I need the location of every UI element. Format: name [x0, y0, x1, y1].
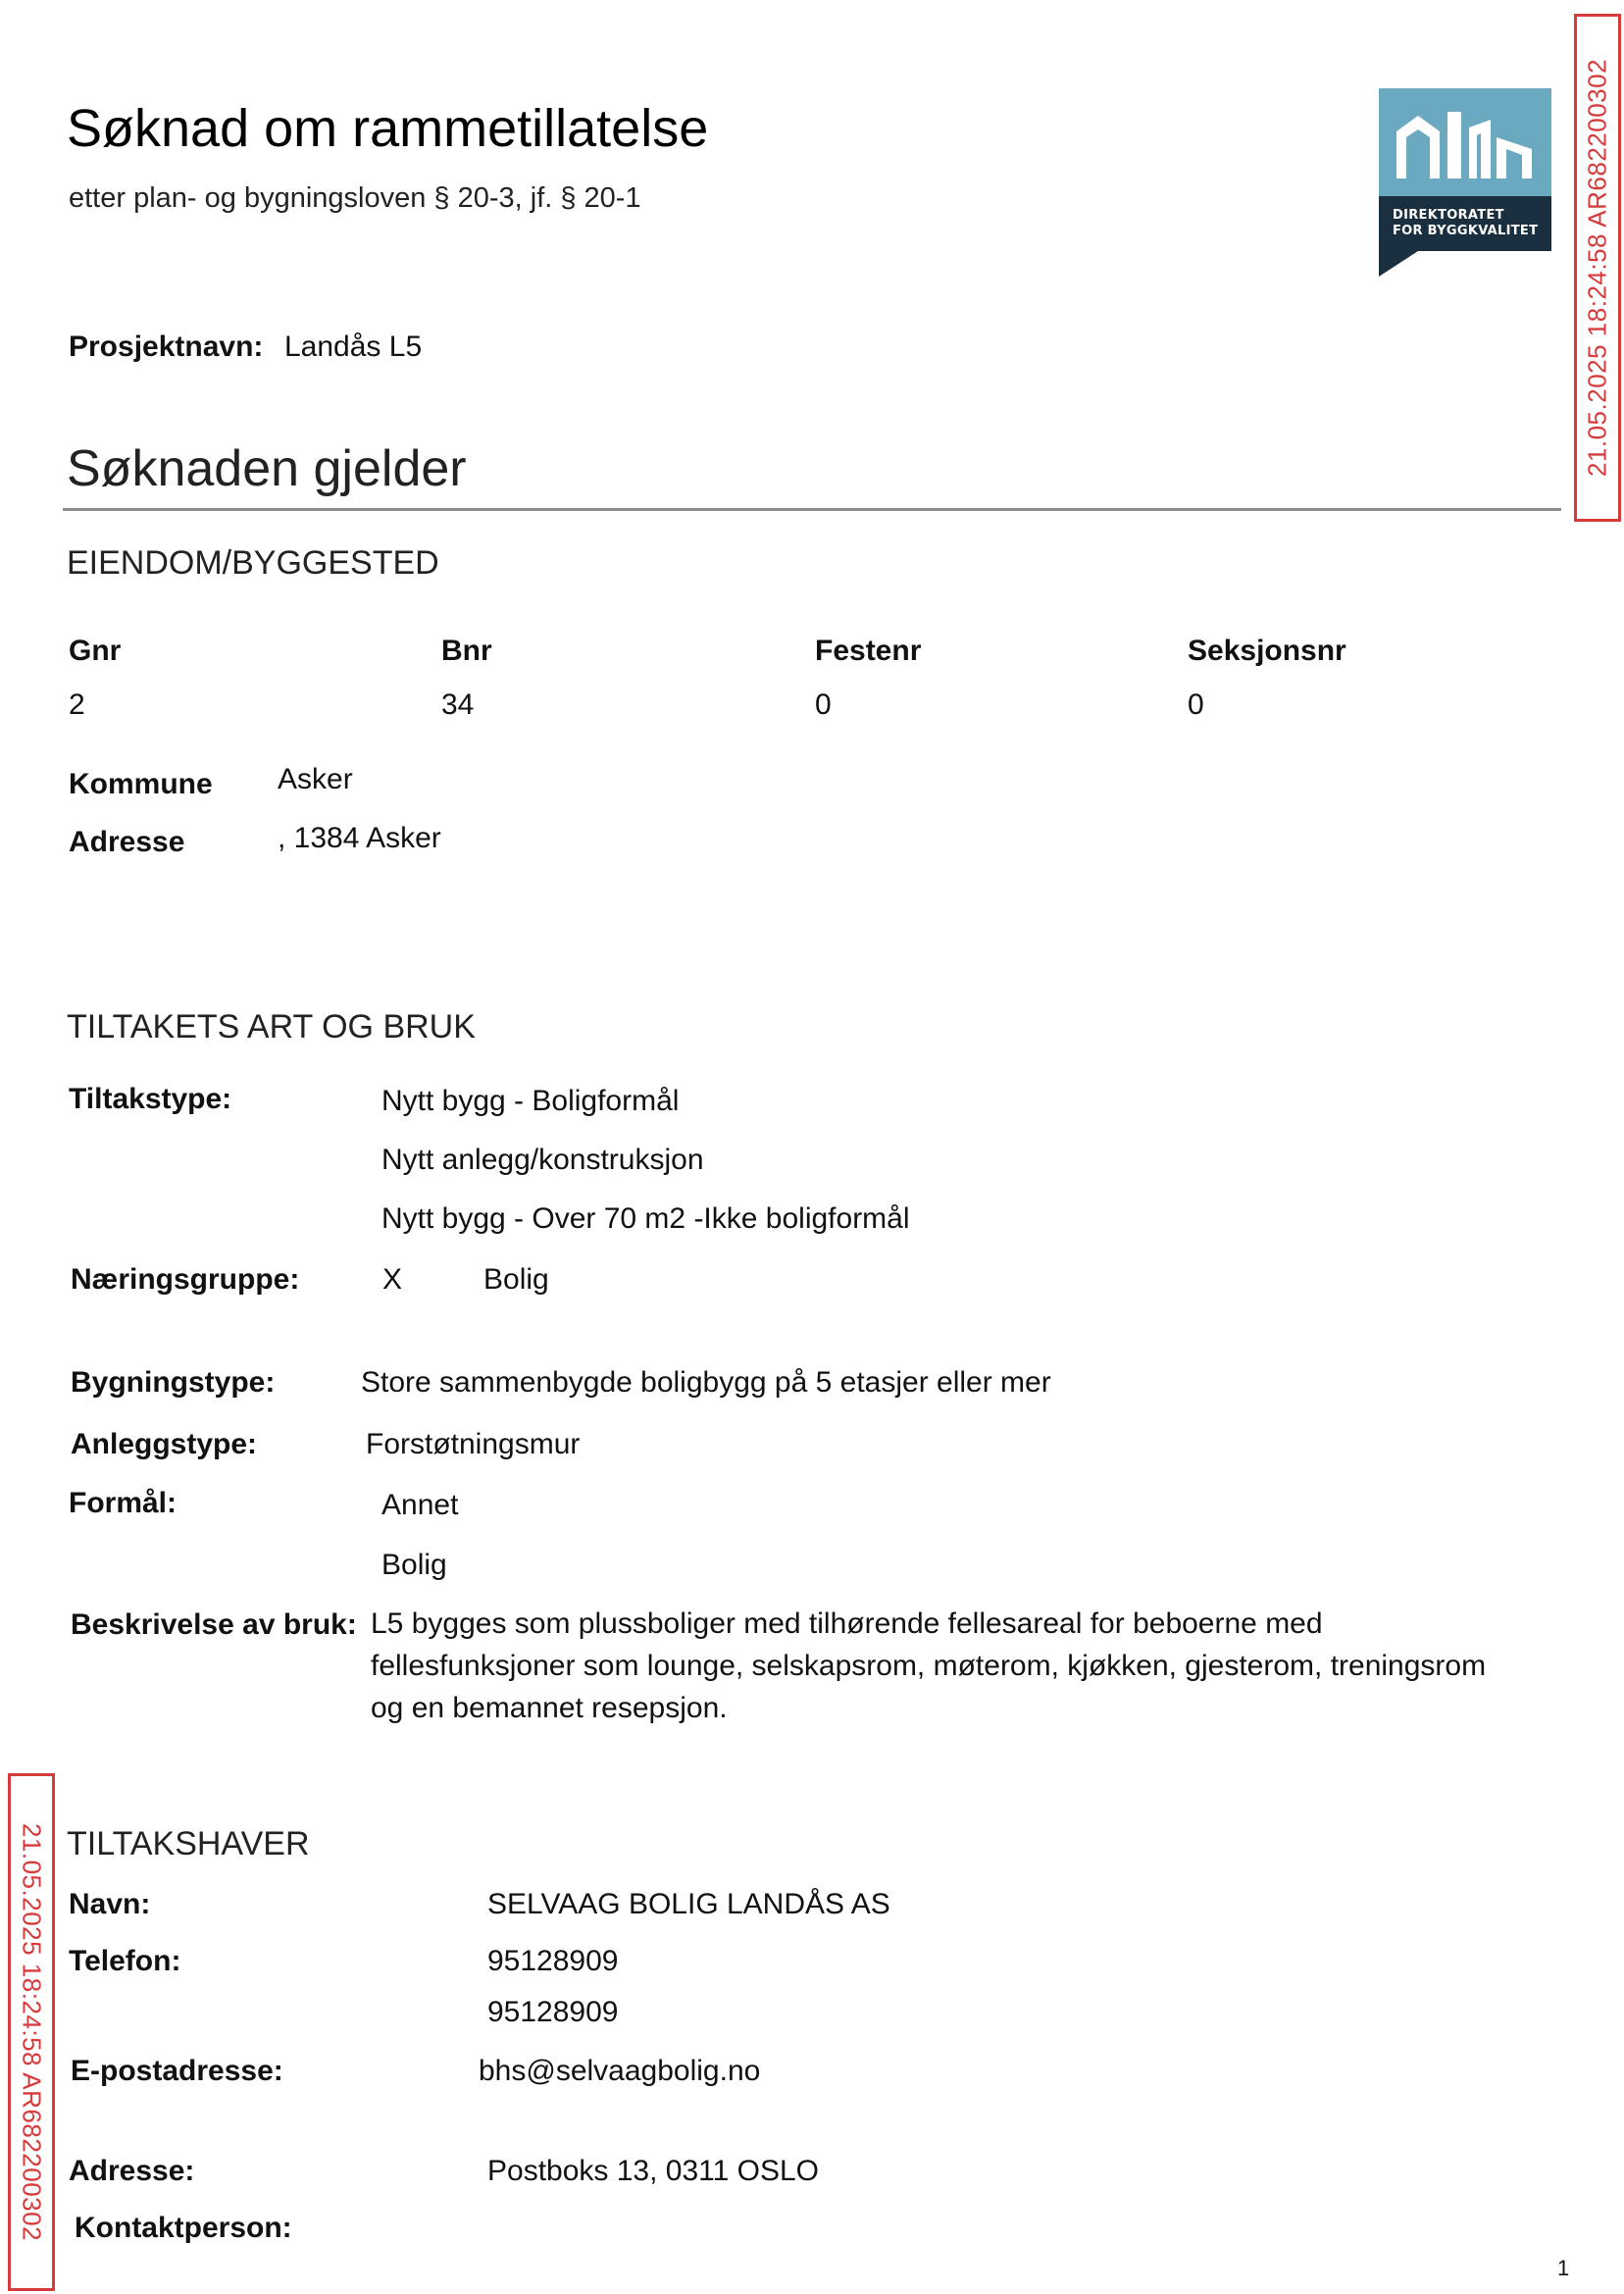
stamp-text: 21.05.2025 18:24:58 AR682200302	[1582, 58, 1612, 478]
document-subtitle: etter plan- og bygningsloven § 20-3, jf. § 20-1	[69, 182, 641, 214]
page-number: 1	[1557, 2256, 1570, 2280]
festenr-value: 0	[815, 688, 832, 721]
property-heading: EIENDOM/BYGGESTED	[67, 544, 439, 582]
naeringsgruppe-value: Bolig	[483, 1263, 549, 1296]
tiltakstype-value: Nytt bygg - Over 70 m2 -Ikke boligformål	[381, 1202, 910, 1235]
bygningstype-value: Store sammenbygde boligbygg på 5 etasjer eller mer	[361, 1366, 1051, 1399]
adresse-value: , 1384 Asker	[278, 822, 441, 854]
project-name-label: Prosjektnavn:	[69, 331, 264, 363]
formal-value: Bolig	[381, 1549, 447, 1581]
bnr-header: Bnr	[441, 635, 492, 667]
gnr-header: Gnr	[69, 635, 122, 667]
registration-stamp-right	[1574, 14, 1621, 522]
registration-stamp-left	[8, 1773, 55, 2291]
formal-label: Formål:	[69, 1487, 178, 1519]
navn-label: Navn:	[69, 1888, 151, 1920]
stamp-text: 21.05.2025 18:24:58 AR682200302	[17, 1822, 47, 2242]
gnr-value: 2	[69, 688, 85, 721]
section-title: Søknaden gjelder	[67, 440, 467, 497]
seksjonsnr-value: 0	[1188, 688, 1204, 721]
telefon-value: 95128909	[487, 1945, 619, 1977]
anleggstype-value: Forstøtningsmur	[366, 1428, 581, 1460]
naeringsgruppe-code: X	[382, 1263, 403, 1296]
naeringsgruppe-label: Næringsgruppe:	[71, 1263, 300, 1296]
anleggstype-label: Anleggstype:	[71, 1428, 258, 1460]
navn-value: SELVAAG BOLIG LANDÅS AS	[487, 1888, 890, 1920]
document-title: Søknad om rammetillatelse	[67, 99, 709, 158]
owner-heading: TILTAKSHAVER	[67, 1825, 310, 1862]
tiltakstype-label: Tiltakstype:	[69, 1083, 232, 1115]
tiltakstype-value: Nytt anlegg/konstruksjon	[381, 1144, 704, 1176]
beskrivelse-label: Beskrivelse av bruk:	[71, 1608, 357, 1641]
kommune-label: Kommune	[69, 768, 213, 800]
section-divider	[63, 508, 1561, 511]
festenr-header: Festenr	[815, 635, 922, 667]
beskrivelse-value: L5 bygges som plussboliger med tilhørende fellesareal for beboerne med fellesfunksjoner som lounge, selskapsrom, møterom, kjøkken, gjesterom, treningsrom og en bemannet resepsjon.	[371, 1607, 1487, 1724]
owner-adresse-label: Adresse:	[69, 2155, 195, 2187]
bnr-value: 34	[441, 688, 475, 721]
kontaktperson-label: Kontaktperson:	[75, 2212, 292, 2244]
tiltakstype-value: Nytt bygg - Boligformål	[381, 1085, 680, 1117]
formal-value: Annet	[381, 1489, 459, 1521]
epost-value: bhs@selvaagbolig.no	[479, 2055, 761, 2087]
project-name-value: Landås L5	[284, 331, 423, 363]
dibk-logo	[1379, 88, 1551, 277]
measure-heading: TILTAKETS ART OG BRUK	[67, 1008, 476, 1045]
telefon-label: Telefon:	[69, 1945, 181, 1977]
owner-adresse-value: Postboks 13, 0311 OSLO	[487, 2155, 819, 2187]
dibk-logo-icon	[1389, 102, 1542, 186]
kommune-value: Asker	[278, 763, 353, 795]
adresse-label: Adresse	[69, 826, 185, 858]
epost-label: E-postadresse:	[71, 2055, 283, 2087]
seksjonsnr-header: Seksjonsnr	[1188, 635, 1346, 667]
bygningstype-label: Bygningstype:	[71, 1366, 276, 1399]
telefon-value: 95128909	[487, 1996, 619, 2028]
logo-text: DIREKTORATET FOR BYGGKVALITET	[1393, 208, 1539, 238]
